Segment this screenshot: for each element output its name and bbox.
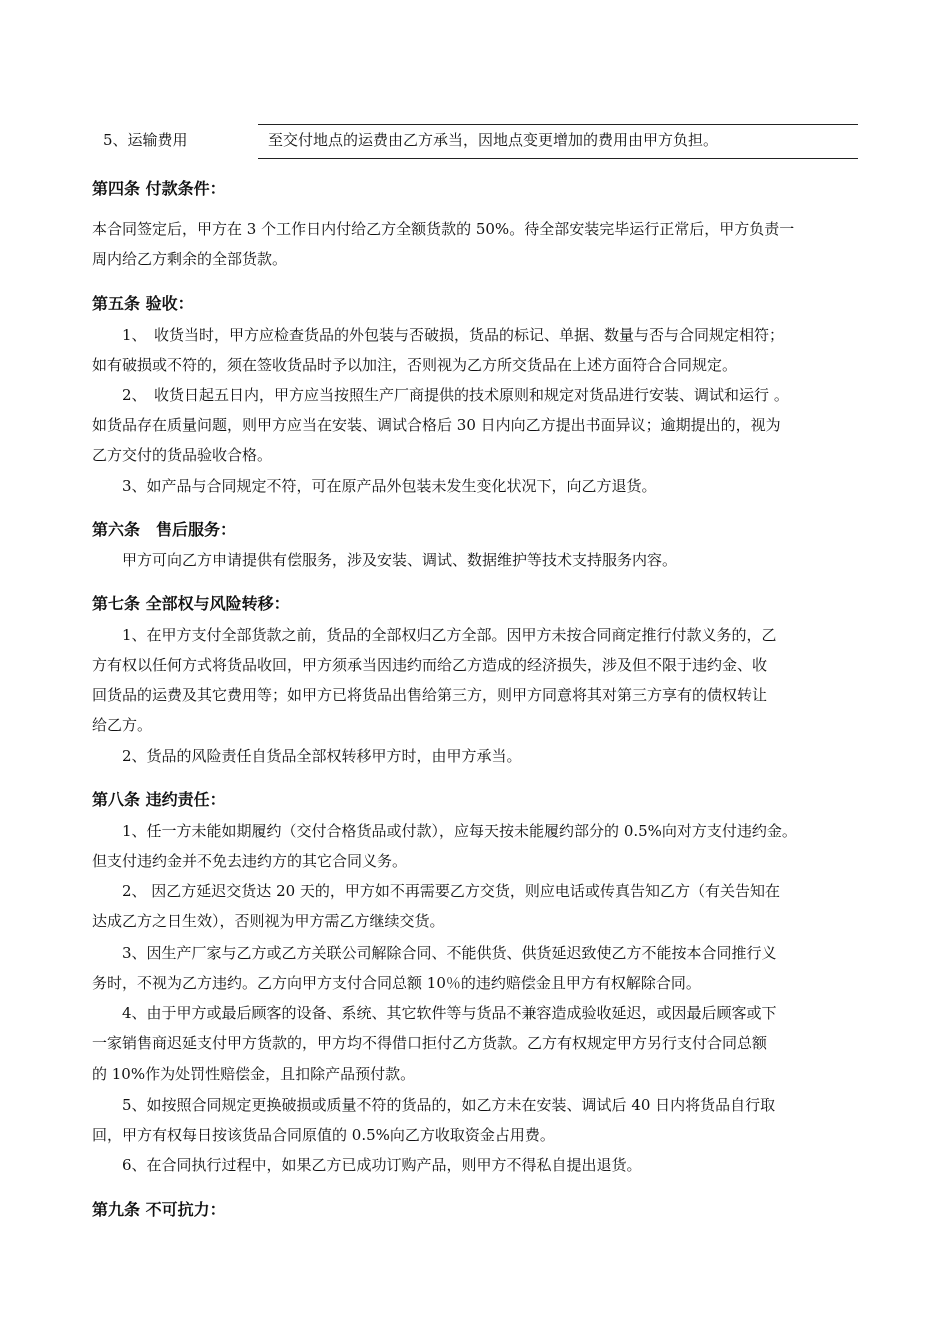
paragraph-line: 2、货品的风险责任自货品全部权转移甲方时，由甲方承当。 — [122, 747, 522, 765]
fee-row-label: 5、运输费用 — [103, 131, 188, 149]
section-heading-6: 第六条 售后服务： — [92, 520, 237, 539]
section-heading-4: 第四条 付款条件： — [92, 179, 226, 198]
paragraph-line: 如有破损或不符的，须在签收货品时予以加注，否则视为乙方所交货品在上述方面符合合同规定。 — [92, 356, 738, 374]
section-heading-5: 第五条 验收： — [92, 294, 194, 313]
fee-row-value: 至交付地点的运费由乙方承当，因地点变更增加的费用由甲方负担。 — [268, 131, 719, 149]
section-heading-8: 第八条 违约责任： — [92, 790, 226, 809]
paragraph-line: 一家销售商迟延支付甲方货款的，甲方均不得借口拒付乙方货款。乙方有权规定甲方另行支付合同总额 — [92, 1034, 768, 1052]
paragraph-line: 5、如按照合同规定更换破损或质量不符的货品的，如乙方未在安装、调试后 40 日内将货品自行取 — [122, 1096, 776, 1114]
paragraph-line: 3、如产品与合同规定不符，可在原产品外包装未发生变化状况下，向乙方退货。 — [122, 477, 657, 495]
paragraph-line: 如货品存在质量问题，则甲方应当在安装、调试合格后 30 日内向乙方提出书面异议；逾期提出的，视为 — [92, 416, 781, 434]
paragraph-line: 1、在甲方支付全部货款之前，货品的全部权归乙方全部。因甲方未按合同商定推行付款义务的，乙 — [122, 626, 777, 644]
paragraph-line: 2、 收货日起五日内，甲方应当按照生产厂商提供的技术原则和规定对货品进行安装、调试和运行 。 — [122, 386, 789, 404]
paragraph-line: 给乙方。 — [92, 716, 153, 734]
paragraph-line: 务时，不视为乙方违约。乙方向甲方支付合同总额 10％的违约赔偿金且甲方有权解除合同。 — [92, 974, 701, 992]
paragraph-line: 但支付违约金并不免去违约方的其它合同义务。 — [92, 852, 408, 870]
paragraph-line: 1、任一方未能如期履约（交付合格货品或付款），应每天按未能履约部分的 0.5%向对方支付违约金。 — [122, 822, 797, 840]
paragraph-line: 6、在合同执行过程中，如果乙方已成功订购产品，则甲方不得私自提出退货。 — [122, 1156, 642, 1174]
paragraph-line: 3、因生产厂家与乙方或乙方关联公司解除合同、不能供货、供货延迟致使乙方不能按本合同推行义 — [122, 944, 777, 962]
paragraph-line: 方有权以任何方式将货品收回，甲方须承当因违约而给乙方造成的经济损失，涉及但不限于违约金、收 — [92, 656, 768, 674]
table-top-rule — [258, 124, 858, 125]
paragraph-line: 回货品的运费及其它费用等；如甲方已将货品出售给第三方，则甲方同意将其对第三方享有的债权转让 — [92, 686, 768, 704]
section-heading-9: 第九条 不可抗力： — [92, 1200, 226, 1219]
paragraph-line: 乙方交付的货品验收合格。 — [92, 446, 273, 464]
paragraph-line: 本合同签定后，甲方在 3 个工作日内付给乙方全额货款的 50%。待全部安装完毕运行正常后，甲方负责一 — [92, 220, 795, 238]
paragraph-line: 4、由于甲方或最后顾客的设备、系统、其它软件等与货品不兼容造成验收延迟，或因最后顾客或下 — [122, 1004, 777, 1022]
section-heading-7: 第七条 全部权与风险转移： — [92, 594, 290, 613]
paragraph-line: 的 10%作为处罚性赔偿金，且扣除产品预付款。 — [92, 1065, 416, 1083]
table-bottom-rule — [258, 158, 858, 159]
paragraph-line: 甲方可向乙方申请提供有偿服务，涉及安装、调试、数据维护等技术支持服务内容。 — [122, 551, 678, 569]
paragraph-line: 达成乙方之日生效），否则视为甲方需乙方继续交货。 — [92, 912, 445, 930]
paragraph-line: 2、 因乙方延迟交货达 20 天的，甲方如不再需要乙方交货，则应电话或传真告知乙方（有关告知在 — [122, 882, 780, 900]
paragraph-line: 回，甲方有权每日按该货品合同原值的 0.5%向乙方收取资金占用费。 — [92, 1126, 555, 1144]
paragraph-line: 周内给乙方剩余的全部货款。 — [92, 250, 288, 268]
paragraph-line: 1、 收货当时，甲方应检查货品的外包装与否破损，货品的标记、单据、数量与否与合同规定相符； — [122, 326, 785, 344]
